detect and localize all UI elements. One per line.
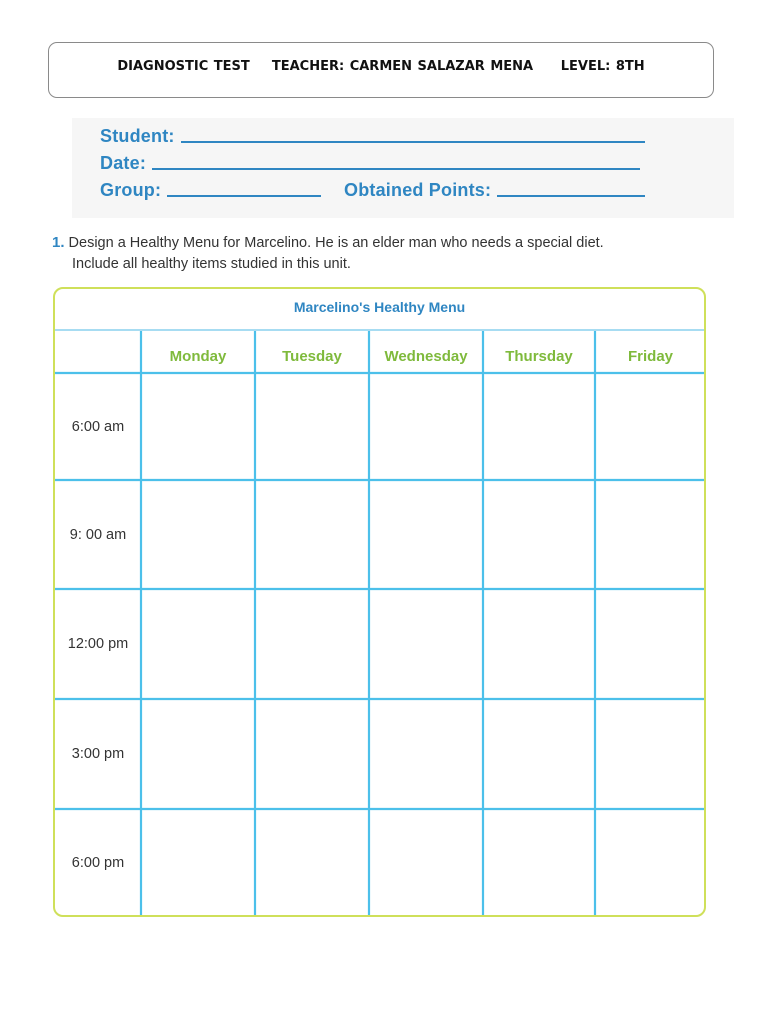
day-header-thursday: Thursday [505,347,573,365]
time-label: 3:00 pm [71,746,125,762]
day-header-monday: Monday [169,347,227,365]
date-field[interactable] [100,153,640,174]
menu-title: Marcelino's Healthy Menu [55,289,704,331]
time-label: 6:00 am [71,418,125,435]
points-label: Obtained Points: [344,180,492,200]
level: LEVEL: 8TH [560,59,645,74]
menu-cell[interactable] [597,591,704,697]
menu-cell[interactable] [257,482,367,587]
menu-cell[interactable] [371,701,481,807]
menu-cell[interactable] [485,591,593,697]
menu-cell[interactable] [371,375,481,478]
group-field[interactable] [100,180,321,201]
day-header-friday: Friday [627,347,673,365]
menu-cell[interactable] [143,811,253,915]
group-label: Group: [100,180,162,200]
time-label: 9: 00 am [69,526,127,543]
menu-cell[interactable] [257,375,367,478]
menu-cell[interactable] [371,482,481,587]
menu-cell[interactable] [371,811,481,915]
date-label: Date: [100,153,147,173]
menu-cell[interactable] [371,591,481,697]
question-line-1: Design a Healthy Menu for Marcelino. He is an elder man who needs a special diet. [68,235,604,251]
menu-cell[interactable] [143,482,253,587]
menu-cell[interactable] [257,701,367,807]
time-label: 12:00 pm [67,636,129,652]
question-number: 1 [52,234,61,251]
menu-cell[interactable] [597,375,704,478]
points-field[interactable] [344,180,645,201]
date-line[interactable] [152,167,640,170]
day-header-tuesday: Tuesday [282,347,342,365]
group-line[interactable] [167,194,321,197]
menu-cell[interactable] [143,591,253,697]
menu-cell[interactable] [257,591,367,697]
menu-cell[interactable] [597,811,704,915]
healthy-menu-table [53,287,706,917]
menu-cell[interactable] [597,482,704,587]
question-1: 1. Design a Healthy Menu for Marcelino. He is an elder man who needs a special diet. Include all healthy items studied in this unit. [52,232,712,275]
document-header [48,42,714,98]
menu-cell[interactable] [597,701,704,807]
menu-cell[interactable] [143,375,253,478]
student-line[interactable] [181,140,645,143]
time-label: 6:00 pm [71,855,125,871]
teacher-name: TEACHER: CARMEN SALAZAR MENA [271,59,534,74]
menu-cell[interactable] [485,811,593,915]
menu-cell[interactable] [485,375,593,478]
test-title: DIAGNOSTIC TEST [117,59,250,74]
day-header-wednesday: Wednesday [384,347,468,365]
menu-cell[interactable] [485,482,593,587]
student-field[interactable] [100,126,645,147]
points-line[interactable] [497,194,645,197]
student-label: Student: [100,126,175,146]
question-line-2: Include all healthy items studied in this unit. [72,256,351,272]
menu-cell[interactable] [257,811,367,915]
menu-cell[interactable] [485,701,593,807]
menu-cell[interactable] [143,701,253,807]
